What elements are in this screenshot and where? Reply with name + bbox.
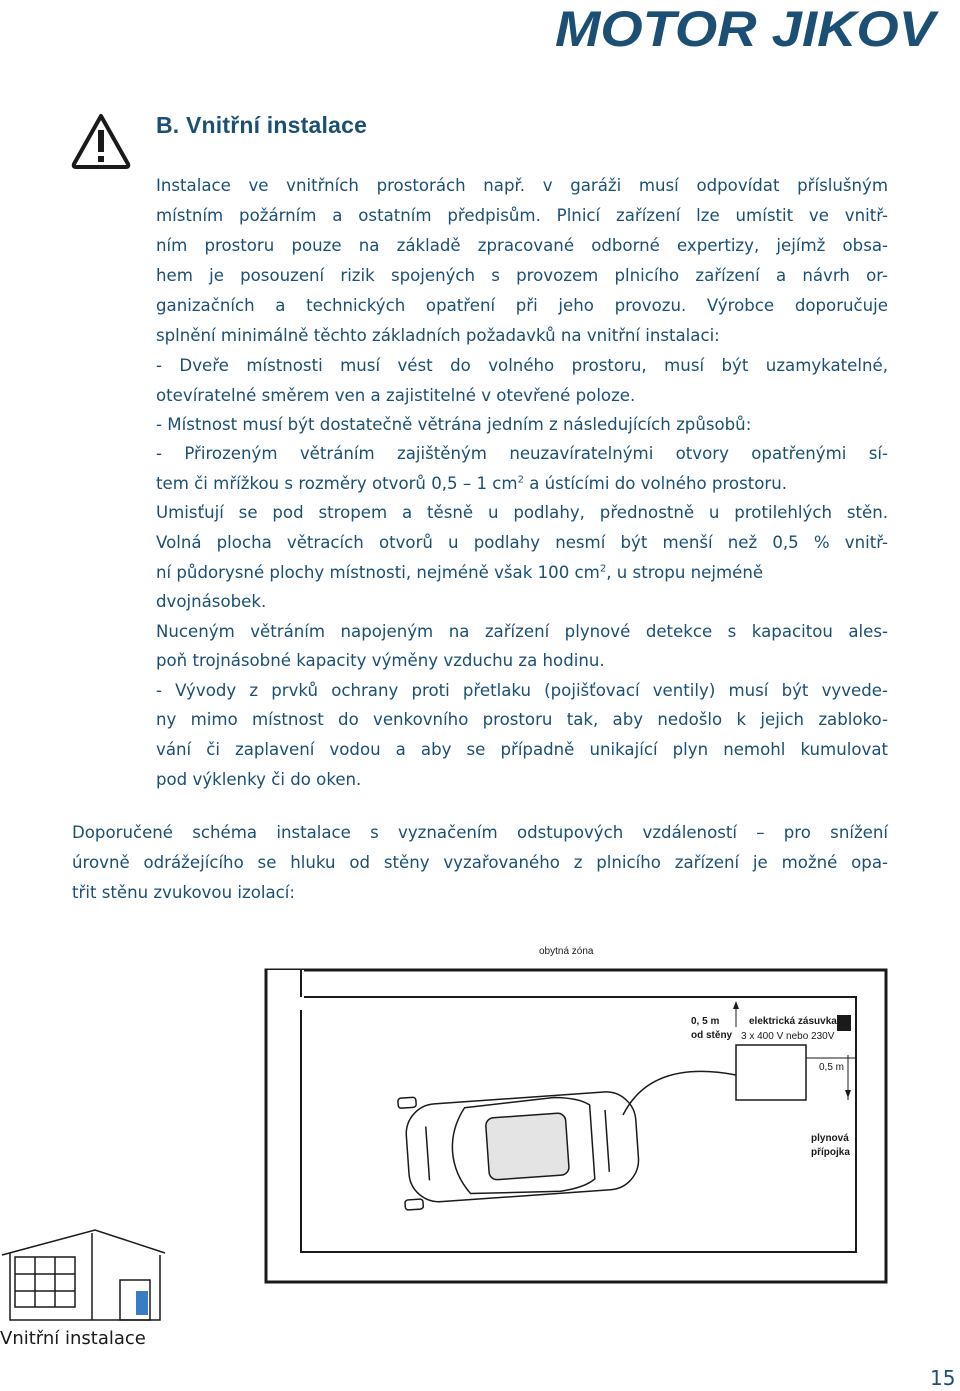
body-text: , u stropu nejméně [606, 563, 764, 582]
body-line: - Místnost musí být dostatečně větrána jedním z následujících způsobů: [156, 415, 752, 434]
body-line: Instalace ve vnitřních prostorách např. v garáži musí odpovídat příslušným [156, 176, 888, 195]
svg-text:MOTOR JIKOV: MOTOR JIKOV [555, 4, 939, 52]
superscript: 2 [599, 563, 607, 575]
body-line-with-superscript [156, 563, 888, 583]
house-pictogram [0, 1225, 170, 1325]
body-line: Umisťují se pod stropem a těsně u podlahy, přednostně u protilehlých stěn. [156, 503, 888, 522]
filling-hose [623, 1071, 736, 1115]
socket-label-1: elektrická zásuvka [749, 1016, 837, 1027]
page-number: 15 [930, 1366, 956, 1390]
installation-diagram [263, 925, 898, 1295]
image-caption: Vnitřní instalace [0, 1328, 146, 1349]
body-text: ní půdorysné plochy místnosti, nejméně však 100 cm [156, 563, 600, 582]
body-line-with-superscript [156, 474, 888, 494]
car-outline [398, 1082, 641, 1210]
body-line: ny mimo místnost do venkovního prostoru tak, aby nedošlo k jejich zabloko- [156, 710, 888, 729]
body-line: - Dveře místnosti musí vést do volného prostoru, musí být uzamykatelné, [156, 356, 888, 375]
body-text: tem či mřížkou s rozměry otvorů 0,5 – 1 cm [156, 474, 518, 493]
section-title: B. Vnitřní instalace [156, 112, 368, 138]
body-line: Nuceným větráním napojeným na zařízení plynové detekce s kapacitou ales- [156, 622, 888, 641]
motor-jikov-logo [555, 4, 940, 52]
body-line: ním prostoru pouze na základě zpracované odborné expertizy, jejímž obsa- [156, 236, 888, 255]
body-line: - Vývody z prvků ochrany proti přetlaku (pojišťovací ventily) musí být vyvede- [156, 681, 888, 700]
dist-label-2: od stěny [691, 1030, 733, 1041]
body-line: poň trojnásobné kapacity výměny vzduchu za hodinu. [156, 651, 605, 670]
gas-label-1: plynová [811, 1133, 849, 1144]
body-line: dvojnásobek. [156, 592, 267, 611]
body-line: ganizačních a technických opatření při jeho provozu. Výrobce doporučuje [156, 296, 888, 315]
body-line: - Přirozeným větráním zajištěným neuzavíratelnými otvory opatřenými sí- [156, 444, 888, 463]
dist-label-1: 0, 5 m [691, 1016, 720, 1027]
gas-label-2: přípojka [811, 1147, 850, 1158]
body-line: splnění minimálně těchto základních požadavků na vnitřní instalaci: [156, 326, 720, 345]
body-line: Volná plocha větracích otvorů u podlahy nesmí být menší než 0,5 % vnitř- [156, 533, 888, 552]
superscript: 2 [517, 474, 524, 486]
body-line: otevíratelné směrem ven a zajistitelné v otevřené poloze. [156, 386, 636, 405]
body-line: místním požárním a ostatním předpisům. Plnicí zařízení lze umístit ve vnitř- [156, 206, 888, 225]
socket-label-2: 3 x 400 V nebo 230V [741, 1031, 835, 1042]
schema-intro-line: třit stěnu zvukovou izolací: [72, 883, 295, 902]
schema-intro-line: Doporučené schéma instalace s vyznačením odstupových vzdáleností – pro snížení [72, 823, 888, 842]
filling-unit [736, 1045, 806, 1100]
zone-label: obytná zóna [539, 946, 594, 957]
schema-intro-line: úrovně odrážejícího se hluku od stěny vyzařovaného z plnicího zařízení je možné opa- [72, 853, 888, 872]
side-dist-label: 0,5 m [819, 1062, 845, 1073]
body-text: a ústícími do volného prostoru. [523, 474, 787, 493]
body-line: hem je posouzení rizik spojených s provozem plnicího zařízení a návrh or- [156, 266, 888, 285]
body-line: pod výklenky či do oken. [156, 770, 362, 789]
warning-triangle-icon [70, 112, 132, 170]
body-line: vání či zaplavení vodou a aby se případně unikající plyn nemohl kumulovat [156, 740, 888, 759]
electric-socket [837, 1015, 851, 1031]
